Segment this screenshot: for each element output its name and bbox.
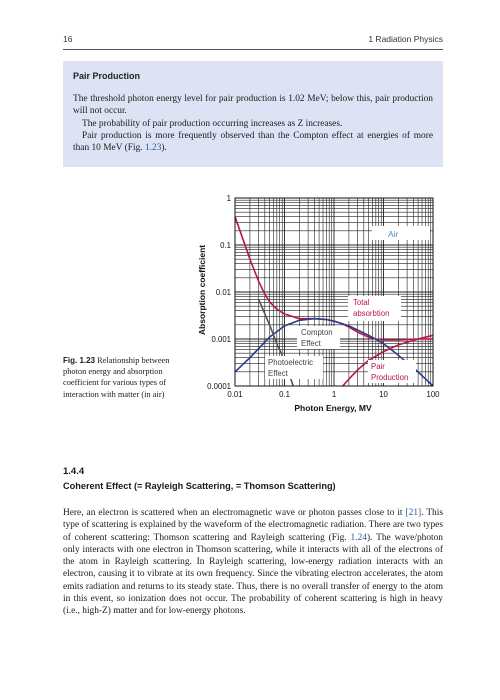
annotation-total-line-2: absorbtion: [353, 309, 390, 318]
x-tick-label: 100: [426, 390, 440, 399]
pair-production-box: [63, 61, 443, 167]
y-tick-label: 0.001: [211, 335, 231, 344]
annotation-pair-line-2: Production: [371, 373, 409, 382]
box-paragraph-3-text: Pair production is more frequently observed than the Compton effect at energies of more than 10 MeV (Fig.: [73, 130, 433, 154]
annotation-pair-line-1: Pair: [371, 362, 385, 371]
annotation-air: Air: [388, 229, 399, 239]
section-title: Coherent Effect (= Rayleigh Scattering, = Thomson Scattering): [63, 481, 336, 491]
annotation-total-line-1: Total: [353, 298, 370, 307]
section-body: [63, 507, 443, 618]
body-text-3: ). The wave/photon only interacts with one electron in Thomson scattering, while it interacts with all of the electrons of the atom in Rayleigh scattering. In Rayleigh scattering, low-energy radiation interacts with an electron, causing it to vibrate at its own frequency. Since the vibrating electron accelerates, the atom emits radiation and returns to its steady state. Thus, there is no overall transfer of energy to the atom in this event, so ionization does not occur. The probability of coherent scattering is high in heavy (i.e., high-Z) matter and for low-energy photons.: [63, 532, 443, 617]
x-tick-label: 10: [379, 390, 388, 399]
box-title: Pair Production: [73, 71, 141, 81]
annotation-compton-line-2: Effect: [301, 339, 321, 348]
body-text-2: . This type of scattering is explained by the waveform of the electromagnetic radiation. There are two types of coherent scattering: Thomson scattering and Rayleigh scattering (Fig.: [63, 508, 443, 543]
annotation-compton-line-1: Compton: [301, 328, 333, 337]
annotation-photoelectric-line-1: Photoelectric: [268, 358, 314, 367]
y-tick-label: 0.0001: [207, 382, 231, 391]
y-tick-label: 0.01: [215, 288, 231, 297]
x-tick-label: 1: [331, 390, 337, 399]
figure-ref-link[interactable]: 1.23: [144, 143, 162, 154]
chapter-title: 1 Radiation Physics: [368, 34, 443, 44]
box-paragraph-2: The probability of pair production occurring increases as Z increases.: [82, 118, 343, 129]
section-number: 1.4.4: [63, 466, 85, 477]
citation-link[interactable]: [21]: [405, 508, 422, 518]
absorption-chart: [185, 190, 450, 420]
annotation-photoelectric-line-2: Effect: [268, 369, 288, 378]
figure-caption-text: Relationship between photon energy and absorption coefficient for various types of interaction with matter (in air): [63, 356, 170, 399]
figure-ref-link-2[interactable]: 1.24: [350, 532, 367, 543]
figure-caption: [63, 355, 191, 400]
air-label-bg: [372, 226, 430, 240]
figure-label: Fig. 1.23: [63, 356, 96, 365]
box-paragraph-3: [73, 130, 433, 155]
header-rule: [63, 49, 443, 50]
y-tick-label: 0.1: [220, 241, 231, 250]
x-tick-label: 0.01: [227, 390, 243, 399]
y-axis-label: Absorption coefficient: [197, 244, 207, 336]
box-paragraph-1: The threshold photon energy level for pair production is 1.02 MeV; below this, pair production will not occur.: [73, 94, 433, 117]
box-paragraph-3-end: ).: [161, 143, 167, 154]
x-axis-label: Photon Energy, MV: [294, 403, 372, 413]
x-tick-label: 0.1: [279, 390, 290, 399]
body-text-1: Here, an electron is scattered when an electromagnetic wave or photon passes close to it: [63, 508, 406, 518]
running-header: [63, 34, 443, 48]
page-number: 16: [63, 34, 73, 44]
y-tick-label: 1: [226, 194, 231, 203]
